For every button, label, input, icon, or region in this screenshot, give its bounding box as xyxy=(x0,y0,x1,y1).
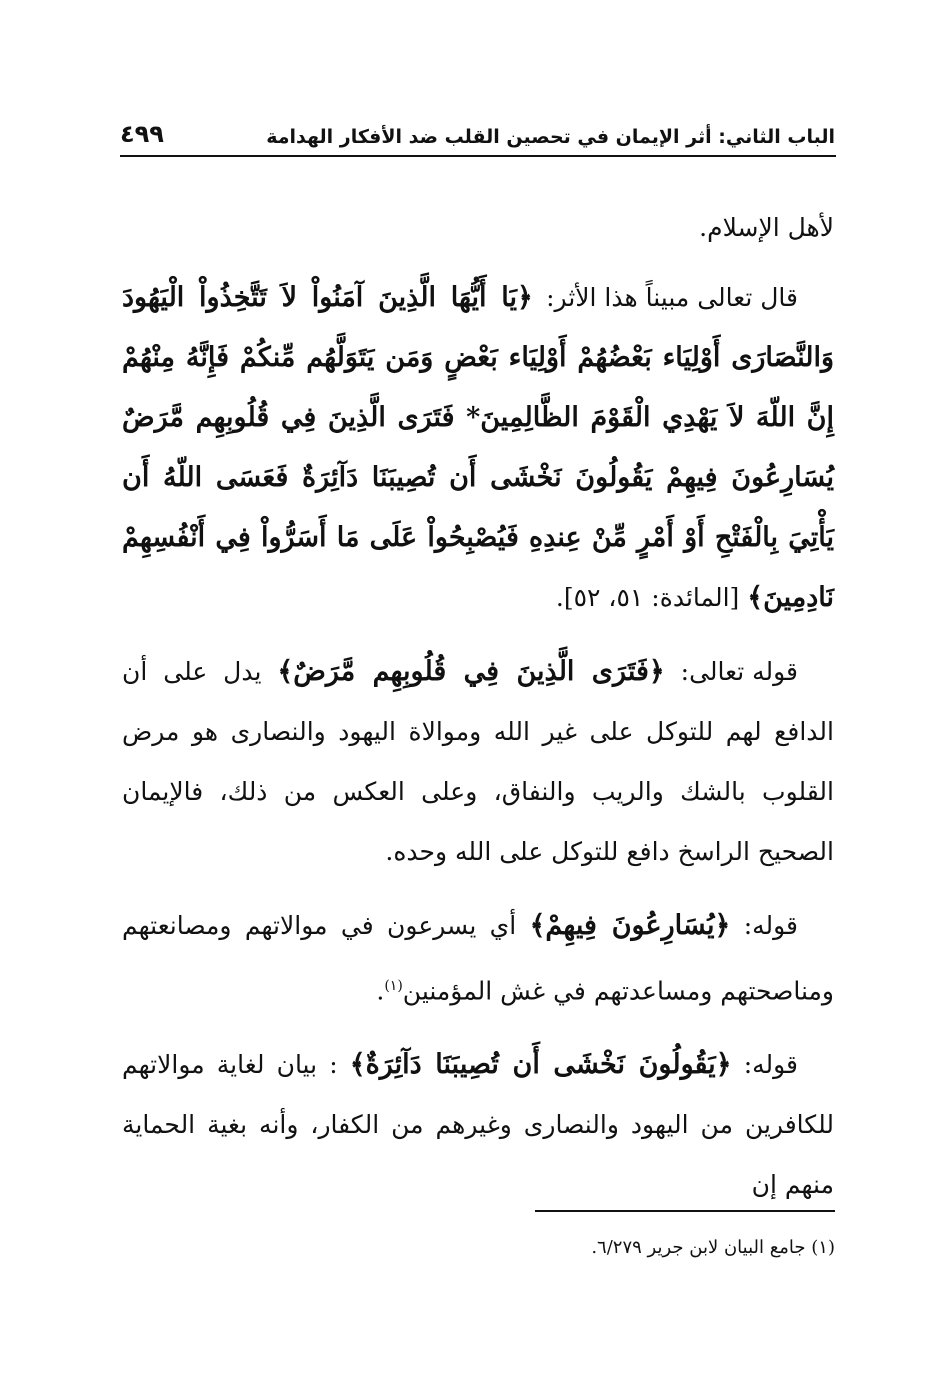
header-divider xyxy=(120,155,836,157)
paragraph-5-text: : بيان لغاية موالاتهم للكافرين من اليهود والنصارى وغيرهم من الكفار، وأنه بغية الحماية منهم إن xyxy=(122,1050,834,1200)
paragraph-3-intro: قوله تعالى: xyxy=(680,657,799,686)
paragraph-5-intro: قوله: xyxy=(743,1050,798,1080)
paragraph-4-text: أي يسرعون في موالاتهم ومصانعتهم ومناصحتهم ومساعدتهم في غش المؤمنين xyxy=(122,911,834,1006)
footnote-1: (١) جامع البيان لابن جرير ٦/٢٧٩. xyxy=(591,1237,835,1258)
quran-verse: ﴿يَا أَيُّهَا الَّذِينَ آمَنُواْ لاَ تَتَّخِذُواْ الْيَهُودَ وَالنَّصَارَى أَوْلِيَاء بَعْضُهُمْ أَوْلِيَاء بَعْضٍ وَمَن يَتَوَلَّهُم مِّنكُمْ فَإِنَّهُ مِنْهُمْ إِنَّ اللّهَ لاَ يَهْدِي الْقَوْمَ الظَّالِمِينَ* فَتَرَى الَّذِينَ فِي قُلُوبِهِم مَّرَضٌ يُسَارِعُونَ فِيهِمْ يَقُولُونَ نَخْشَى أَن تُصِيبَنَا دَآئِرَةٌ فَعَسَى اللّهُ أَن يَأْتِيَ بِالْفَتْحِ أَوْ أَمْرٍ مِّنْ عِندِهِ فَيُصْبِحُواْ عَلَى مَا أَسَرُّواْ فِي أَنْفُسِهِمْ نَادِمِينَ﴾ xyxy=(122,282,834,613)
paragraph-4-intro: قوله: xyxy=(743,911,798,940)
quran-quote: ﴿يَقُولُونَ نَخْشَى أَن تُصِيبَنَا دَآئِرَةٌ﴾ xyxy=(349,1049,732,1081)
footnote-marker: (١) xyxy=(384,978,403,994)
paragraph-1: لأهل الإسلام. xyxy=(699,213,834,242)
verse-reference: [المائدة: ٥١، ٥٢]. xyxy=(555,583,740,612)
page-header xyxy=(120,112,835,148)
running-title: الباب الثاني: أثر الإيمان في تحصين القلب ضد الأفكار الهدامة xyxy=(266,126,835,148)
page-number: ٤٩٩ xyxy=(120,120,164,148)
quran-quote: ﴿يُسَارِعُونَ فِيهِمْ﴾ xyxy=(529,910,731,941)
paragraph-4-end: . xyxy=(376,976,385,1006)
paragraph-5 xyxy=(122,1035,834,1215)
paragraph-4 xyxy=(122,896,834,1021)
quran-quote: ﴿فَتَرَى الَّذِينَ فِي قُلُوبِهِم مَّرَضٌ﴾ xyxy=(277,656,665,687)
paragraph-3-text: يدل على أن الدافع لهم للتوكل على غير الله وموالاة اليهود والنصارى هو مرض القلوب بالشك والريب والنفاق، وعلى العكس من ذلك، فالإيمان الصحيح الراسخ دافع للتوكل على الله وحده. xyxy=(122,657,834,866)
paragraph-3 xyxy=(122,642,834,882)
paragraph-2-intro: قال تعالى مبيناً هذا الأثر: xyxy=(546,283,798,312)
main-text xyxy=(122,198,834,1229)
paragraph-2 xyxy=(122,268,834,628)
footnote-divider xyxy=(535,1210,835,1212)
